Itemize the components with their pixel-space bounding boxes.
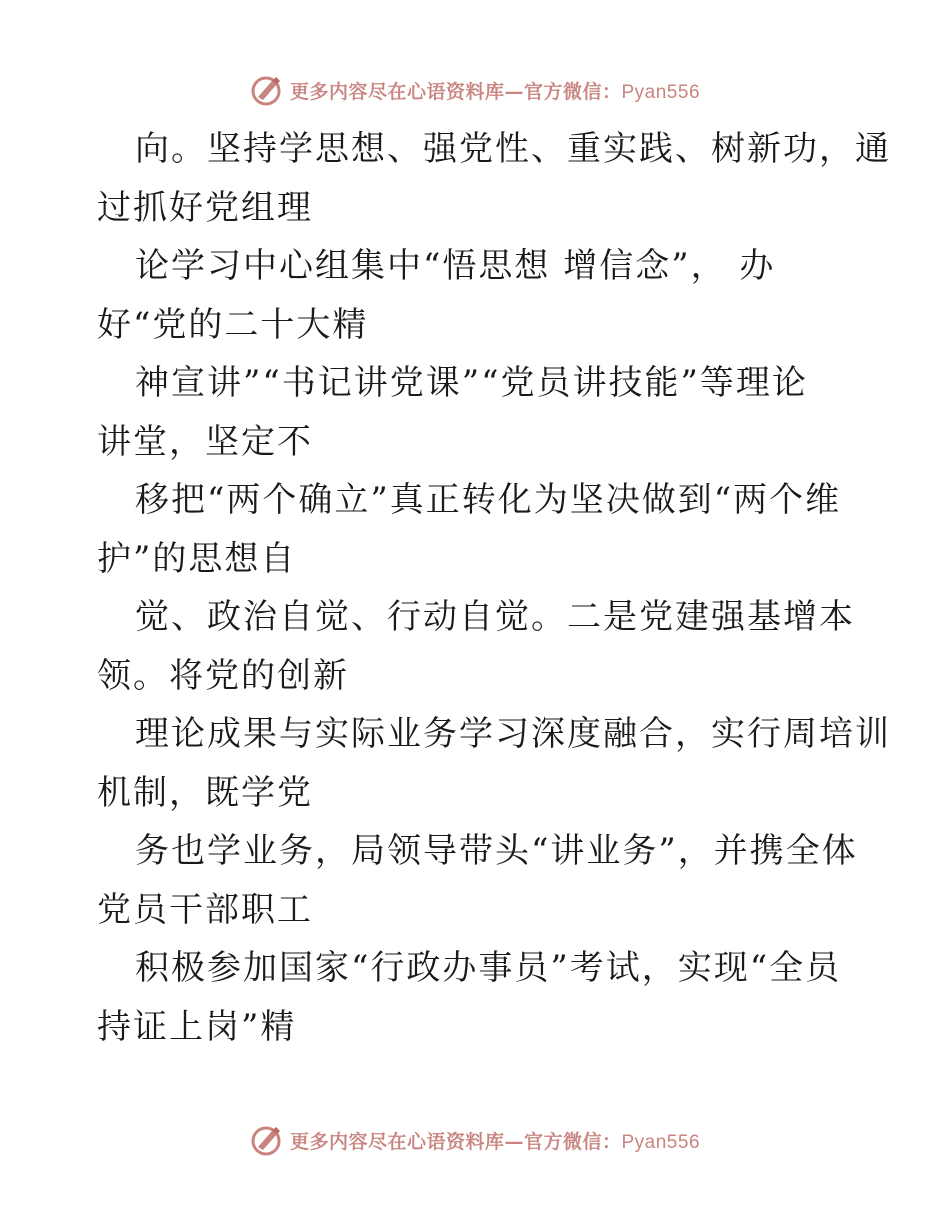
text-line: 向。坚持学思想、强党性、重实践、树新功，通 [135,129,891,169]
text-line: 过抓好党组理 [97,187,313,228]
pen-logo-icon [250,1123,284,1157]
watermark-text: 更多内容尽在心语资料库—官方微信：Pyan556 [289,1130,701,1153]
text-line: 论学习中心组集中“悟思想 增信念”， 办 [135,246,776,286]
text-line: 机制，既学党 [97,772,313,813]
watermark-text: 更多内容尽在心语资料库—官方微信：Pyan556 [289,80,701,103]
text-line: 觉、政治自觉、行动自觉。二是党建强基增本 [135,597,855,637]
text-line: 理论成果与实际业务学习深度融合，实行周培训 [135,714,891,754]
text-line: 持证上岗”精 [97,1006,297,1047]
footer-watermark [0,1120,950,1160]
text-line: 务也学业务，局领导带头“讲业务”，并携全体 [135,831,858,871]
text-line: 好“党的二十大精 [97,304,369,345]
text-line: 护”的思想自 [97,538,297,579]
header-watermark [0,70,950,110]
text-line: 积极参加国家“行政办事员”考试，实现“全员 [135,948,842,988]
text-line: 党员干部职工 [97,889,313,930]
document-body [97,120,891,1056]
text-line: 讲堂，坚定不 [97,421,313,462]
text-line: 领。将党的创新 [97,655,349,696]
pen-logo-icon [250,73,284,107]
text-line: 移把“两个确立”真正转化为坚决做到“两个维 [135,480,842,520]
text-line: 神宣讲”“书记讲党课”“党员讲技能”等理论 [135,363,808,403]
